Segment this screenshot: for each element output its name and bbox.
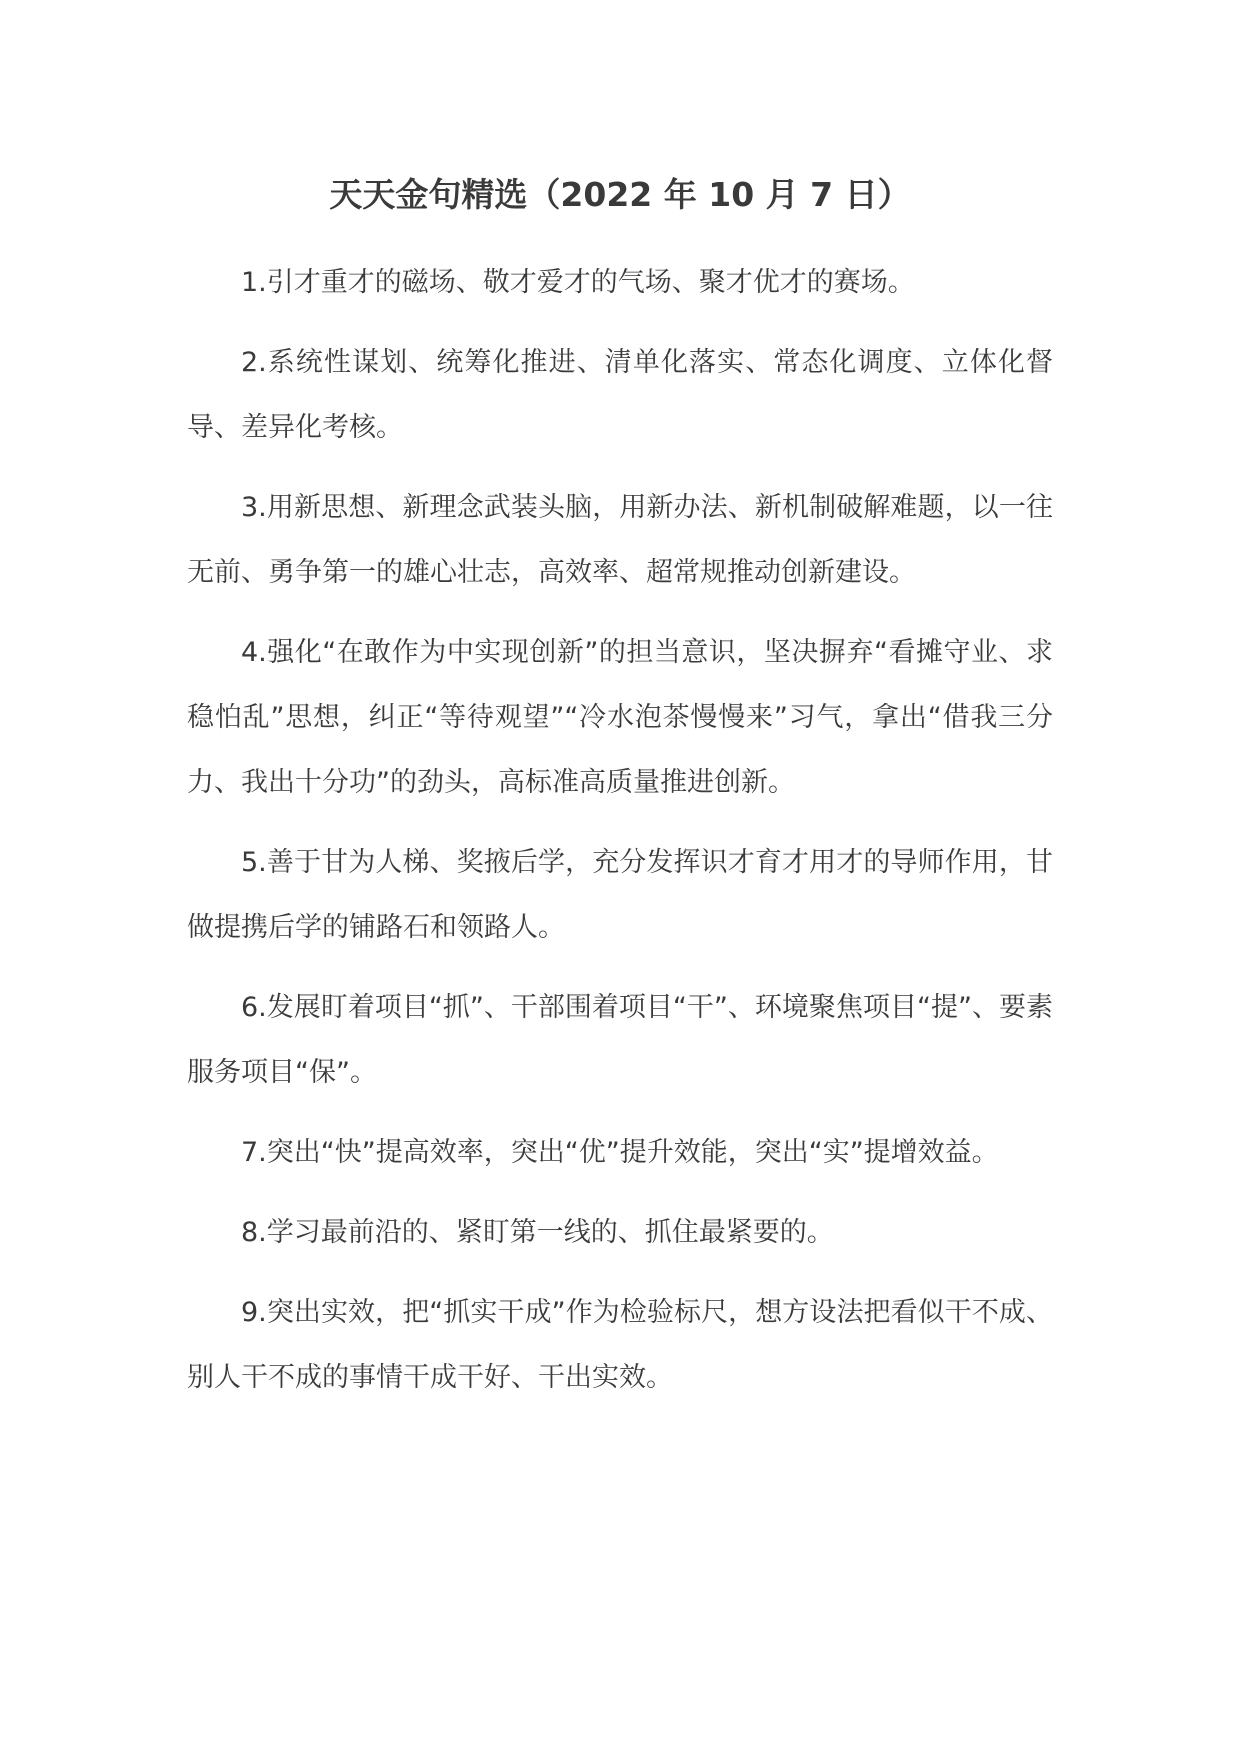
paragraph-8: 8.学习最前沿的、紧盯第一线的、抓住最紧要的。 — [241, 1217, 834, 1248]
paragraph-3: 3.用新思想、新理念武装头脑，用新办法、新机制破解难题，以一往无前、勇争第一的雄心壮志，高效率、超常规推动创新建设。 — [187, 492, 1053, 588]
paragraph-7: 7.突出“快”提高效率，突出“优”提升效能，突出“实”提增效益。 — [241, 1137, 999, 1168]
paragraph-4: 4.强化“在敢作为中实现创新”的担当意识，坚决摒弃“看摊守业、求稳怕乱”思想，纠正“等待观望”“冷水泡茶慢慢来”习气，拿出“借我三分力、我出十分功”的劲头，高标准高质量推进创新。 — [187, 637, 1053, 798]
paragraph-1: 1.引才重才的磁场、敬才爱才的气场、聚才优才的赛场。 — [241, 267, 915, 298]
paragraph-2: 2.系统性谋划、统筹化推进、清单化落实、常态化调度、立体化督导、差异化考核。 — [187, 347, 1053, 443]
document-body — [187, 250, 1053, 1425]
document-title: 天天金句精选（2022 年 10 月 7 日） — [329, 175, 911, 214]
paragraph-9: 9.突出实效，把“抓实干成”作为检验标尺，想方设法把看似干不成、别人干不成的事情干成干好、干出实效。 — [187, 1297, 1053, 1393]
paragraph-6: 6.发展盯着项目“抓”、干部围着项目“干”、环境聚焦项目“提”、要素服务项目“保”。 — [187, 992, 1053, 1088]
paragraph-5: 5.善于甘为人梯、奖掖后学，充分发挥识才育才用才的导师作用，甘做提携后学的铺路石和领路人。 — [187, 847, 1053, 943]
